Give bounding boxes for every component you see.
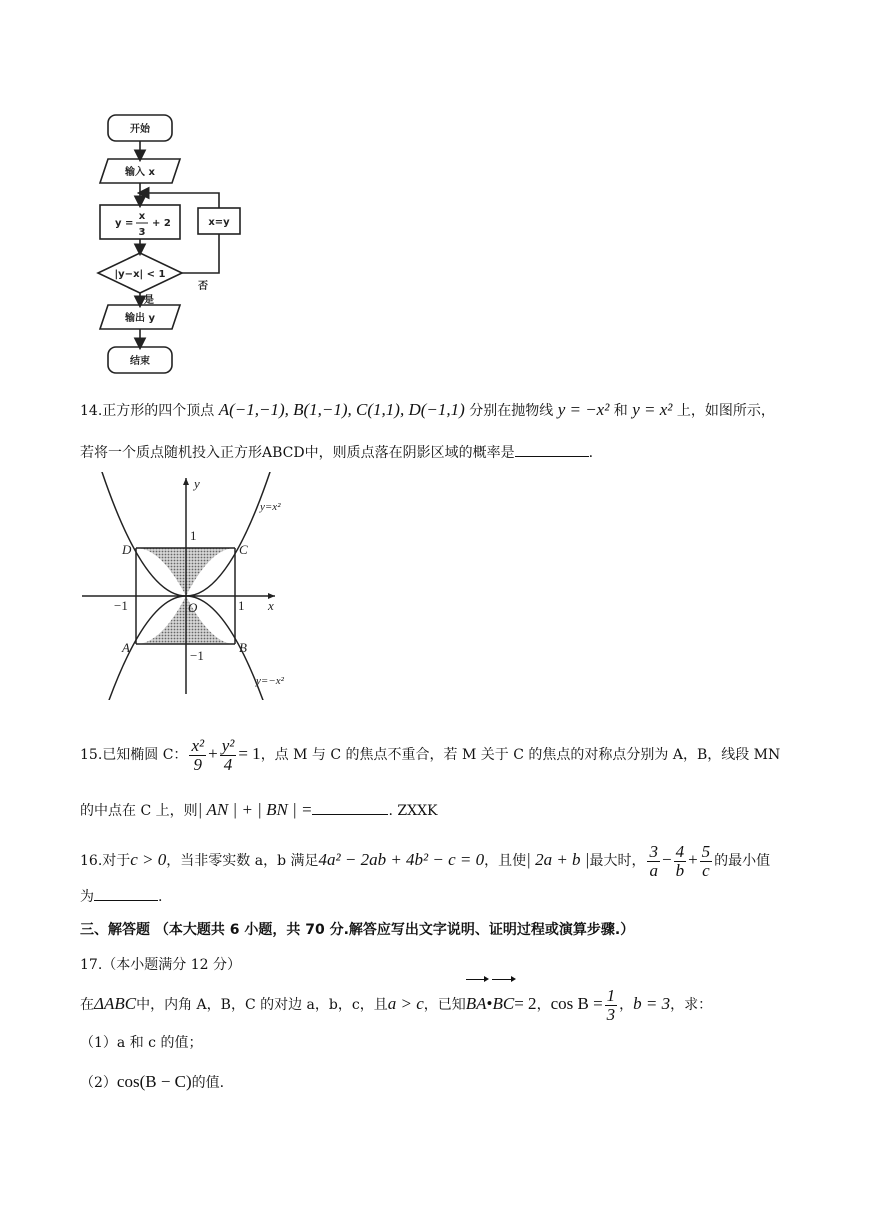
q17-p2: 中，内角 A，B，C 的对边 a，b，c，且 <box>136 997 388 1013</box>
q15-answer-blank[interactable] <box>312 800 388 815</box>
output-label: 输出 y <box>125 313 155 324</box>
q17-sub2-expr: cos(B − C) <box>116 1072 192 1091</box>
label-A: A <box>122 640 130 655</box>
assign-y-label: y = <box>115 218 134 229</box>
q15-line1: 15.已知椭圆 C： $\frac{\text{x²}}{9}$ + $\frac{\text{y²}}{4}$ = 1，点 M 与 C 的焦点不重合，若 M 关于 C 的焦点的对称点分别为 A，B，线段 MN <box>80 735 781 774</box>
q17-header: 17.（本小题满分 12 分） <box>80 957 241 973</box>
q17-frac: $\frac{1}{3}$ <box>606 985 616 1024</box>
q15-abs-expr: | AN | + | BN | = <box>197 800 313 819</box>
section-3-title: 三、解答题 （本大题共 6 小题，共 70 分.解答应写出文字说明、证明过程或演算步骤.） <box>80 922 635 938</box>
q14-prefix: 14.正方形的四个顶点 <box>80 403 215 419</box>
q17-p4: ， <box>536 997 551 1013</box>
q16-line1: 16.对于c > 0，当非零实数 a，b 满足4a² − 2ab + 4b² − c = 0，且使| 2a + b |最大时， $\frac{3}{a}$ − $\frac{4}{b}$ + $\frac{5}{c}$ 的最小值 <box>80 841 771 880</box>
q14-mid: 分别在抛物线 <box>469 403 554 419</box>
q14-and: 和 <box>613 403 628 419</box>
input-label: 输入 x <box>125 167 155 178</box>
q16-frac-a: $\frac{3}{a}$ <box>649 841 658 880</box>
flowchart <box>80 105 280 385</box>
label-D: D <box>122 542 132 557</box>
q15-frac-x: $\frac{\text{x²}}{9}$ <box>191 735 205 774</box>
q14-line1 <box>80 400 775 421</box>
q14-points: A(−1,−1), B(1,−1), C(1,1), D(−1,1) <box>218 400 465 419</box>
label-one-x: 1 <box>238 598 245 613</box>
q16-cond: c > 0 <box>130 850 167 869</box>
q17-triangle: ΔABC <box>94 994 137 1013</box>
q17-cond: a > c <box>387 994 424 1013</box>
q16-text2: ，且使 <box>484 853 527 869</box>
q17-cosb: cos B = <box>550 994 603 1013</box>
q16-text3: 最大时， <box>589 853 646 869</box>
label-B: B <box>239 640 247 655</box>
q16-eq: 4a² − 2ab + 4b² − c = 0 <box>318 850 485 869</box>
q15-prefix: 15.已知椭圆 C： <box>80 747 188 763</box>
q14-answer-blank[interactable] <box>515 442 589 457</box>
q16-line2 <box>80 886 162 907</box>
start-label: 开始 <box>130 124 150 135</box>
q16-prefix: 16.对于 <box>80 853 131 869</box>
plus2-label: + 2 <box>152 218 171 229</box>
q16-text4: 的最小值 <box>714 853 771 869</box>
label-y: y <box>194 476 200 491</box>
q17-sub2-prefix: （2） <box>80 1075 117 1091</box>
q14-suffix: 上，如图所示， <box>676 403 775 419</box>
q17-vec-bc: BC <box>492 982 514 1026</box>
label-neg-one-x: −1 <box>114 598 128 613</box>
q17-p3: ，已知 <box>423 997 466 1013</box>
q15-eq: = 1 <box>238 744 261 763</box>
q17-line1 <box>80 982 712 1026</box>
q16-frac-c: $\frac{5}{c}$ <box>701 841 711 880</box>
yes-label: 是 <box>144 295 154 306</box>
q17-p1: 在 <box>80 997 94 1013</box>
q15-text1: ，点 M 与 C 的焦点不重合，若 M 关于 C 的焦点的对称点分别为 A，B，线段 MN <box>260 747 781 763</box>
label-origin: O <box>188 600 198 615</box>
q16-line2-end: . <box>158 889 163 905</box>
q17-sub1: （1）a 和 c 的值； <box>80 1035 203 1051</box>
q17-eq2: = 2 <box>514 994 537 1013</box>
q17-vec-ba: BA <box>466 982 487 1026</box>
condition-label: |y−x| < 1 <box>114 269 166 280</box>
figure-14 <box>80 472 320 700</box>
q14-curve2: y = x² <box>632 400 673 419</box>
q15-line2-prefix: 的中点在 C 上，则 <box>80 803 198 819</box>
frac-den-label: 3 <box>138 227 146 238</box>
q17-sub2 <box>80 1072 224 1093</box>
q17-sub2-suffix: 的值. <box>191 1075 225 1091</box>
label-curve-down: y=−x² <box>256 675 284 687</box>
q14-line2 <box>80 442 593 463</box>
q14-curve1: y = −x² <box>557 400 610 419</box>
q16-text1: ，当非零实数 a，b 满足 <box>166 853 319 869</box>
label-x: x <box>268 598 274 613</box>
label-one-y: 1 <box>190 528 197 543</box>
q16-frac-b: $\frac{4}{b}$ <box>675 841 685 880</box>
q15-line2-suffix: . ZXXK <box>388 803 438 819</box>
q15-line2 <box>80 800 438 821</box>
label-neg-one-y: −1 <box>190 648 204 663</box>
label-curve-up: y=x² <box>260 501 281 513</box>
q14-end: . <box>588 445 594 461</box>
end-label: 结束 <box>130 356 150 367</box>
label-C: C <box>239 542 248 557</box>
q15-frac-y: $\frac{\text{y²}}{4}$ <box>221 735 235 774</box>
frac-num-label: x <box>138 211 146 222</box>
q17-p5: ， <box>619 997 634 1013</box>
q16-answer-blank[interactable] <box>94 886 158 901</box>
assign-x-label: x=y <box>208 217 230 228</box>
q14-text: 若将一个质点随机投入正方形ABCD中，则质点落在阴影区域的概率是 <box>80 445 515 461</box>
no-label: 否 <box>198 281 208 292</box>
q17-dot: • <box>486 994 493 1013</box>
q16-line2-text: 为 <box>80 889 94 905</box>
q16-abs: | 2a + b | <box>526 850 590 869</box>
q17-p6: ，求： <box>670 997 713 1013</box>
q17-b3: b = 3 <box>633 994 671 1013</box>
